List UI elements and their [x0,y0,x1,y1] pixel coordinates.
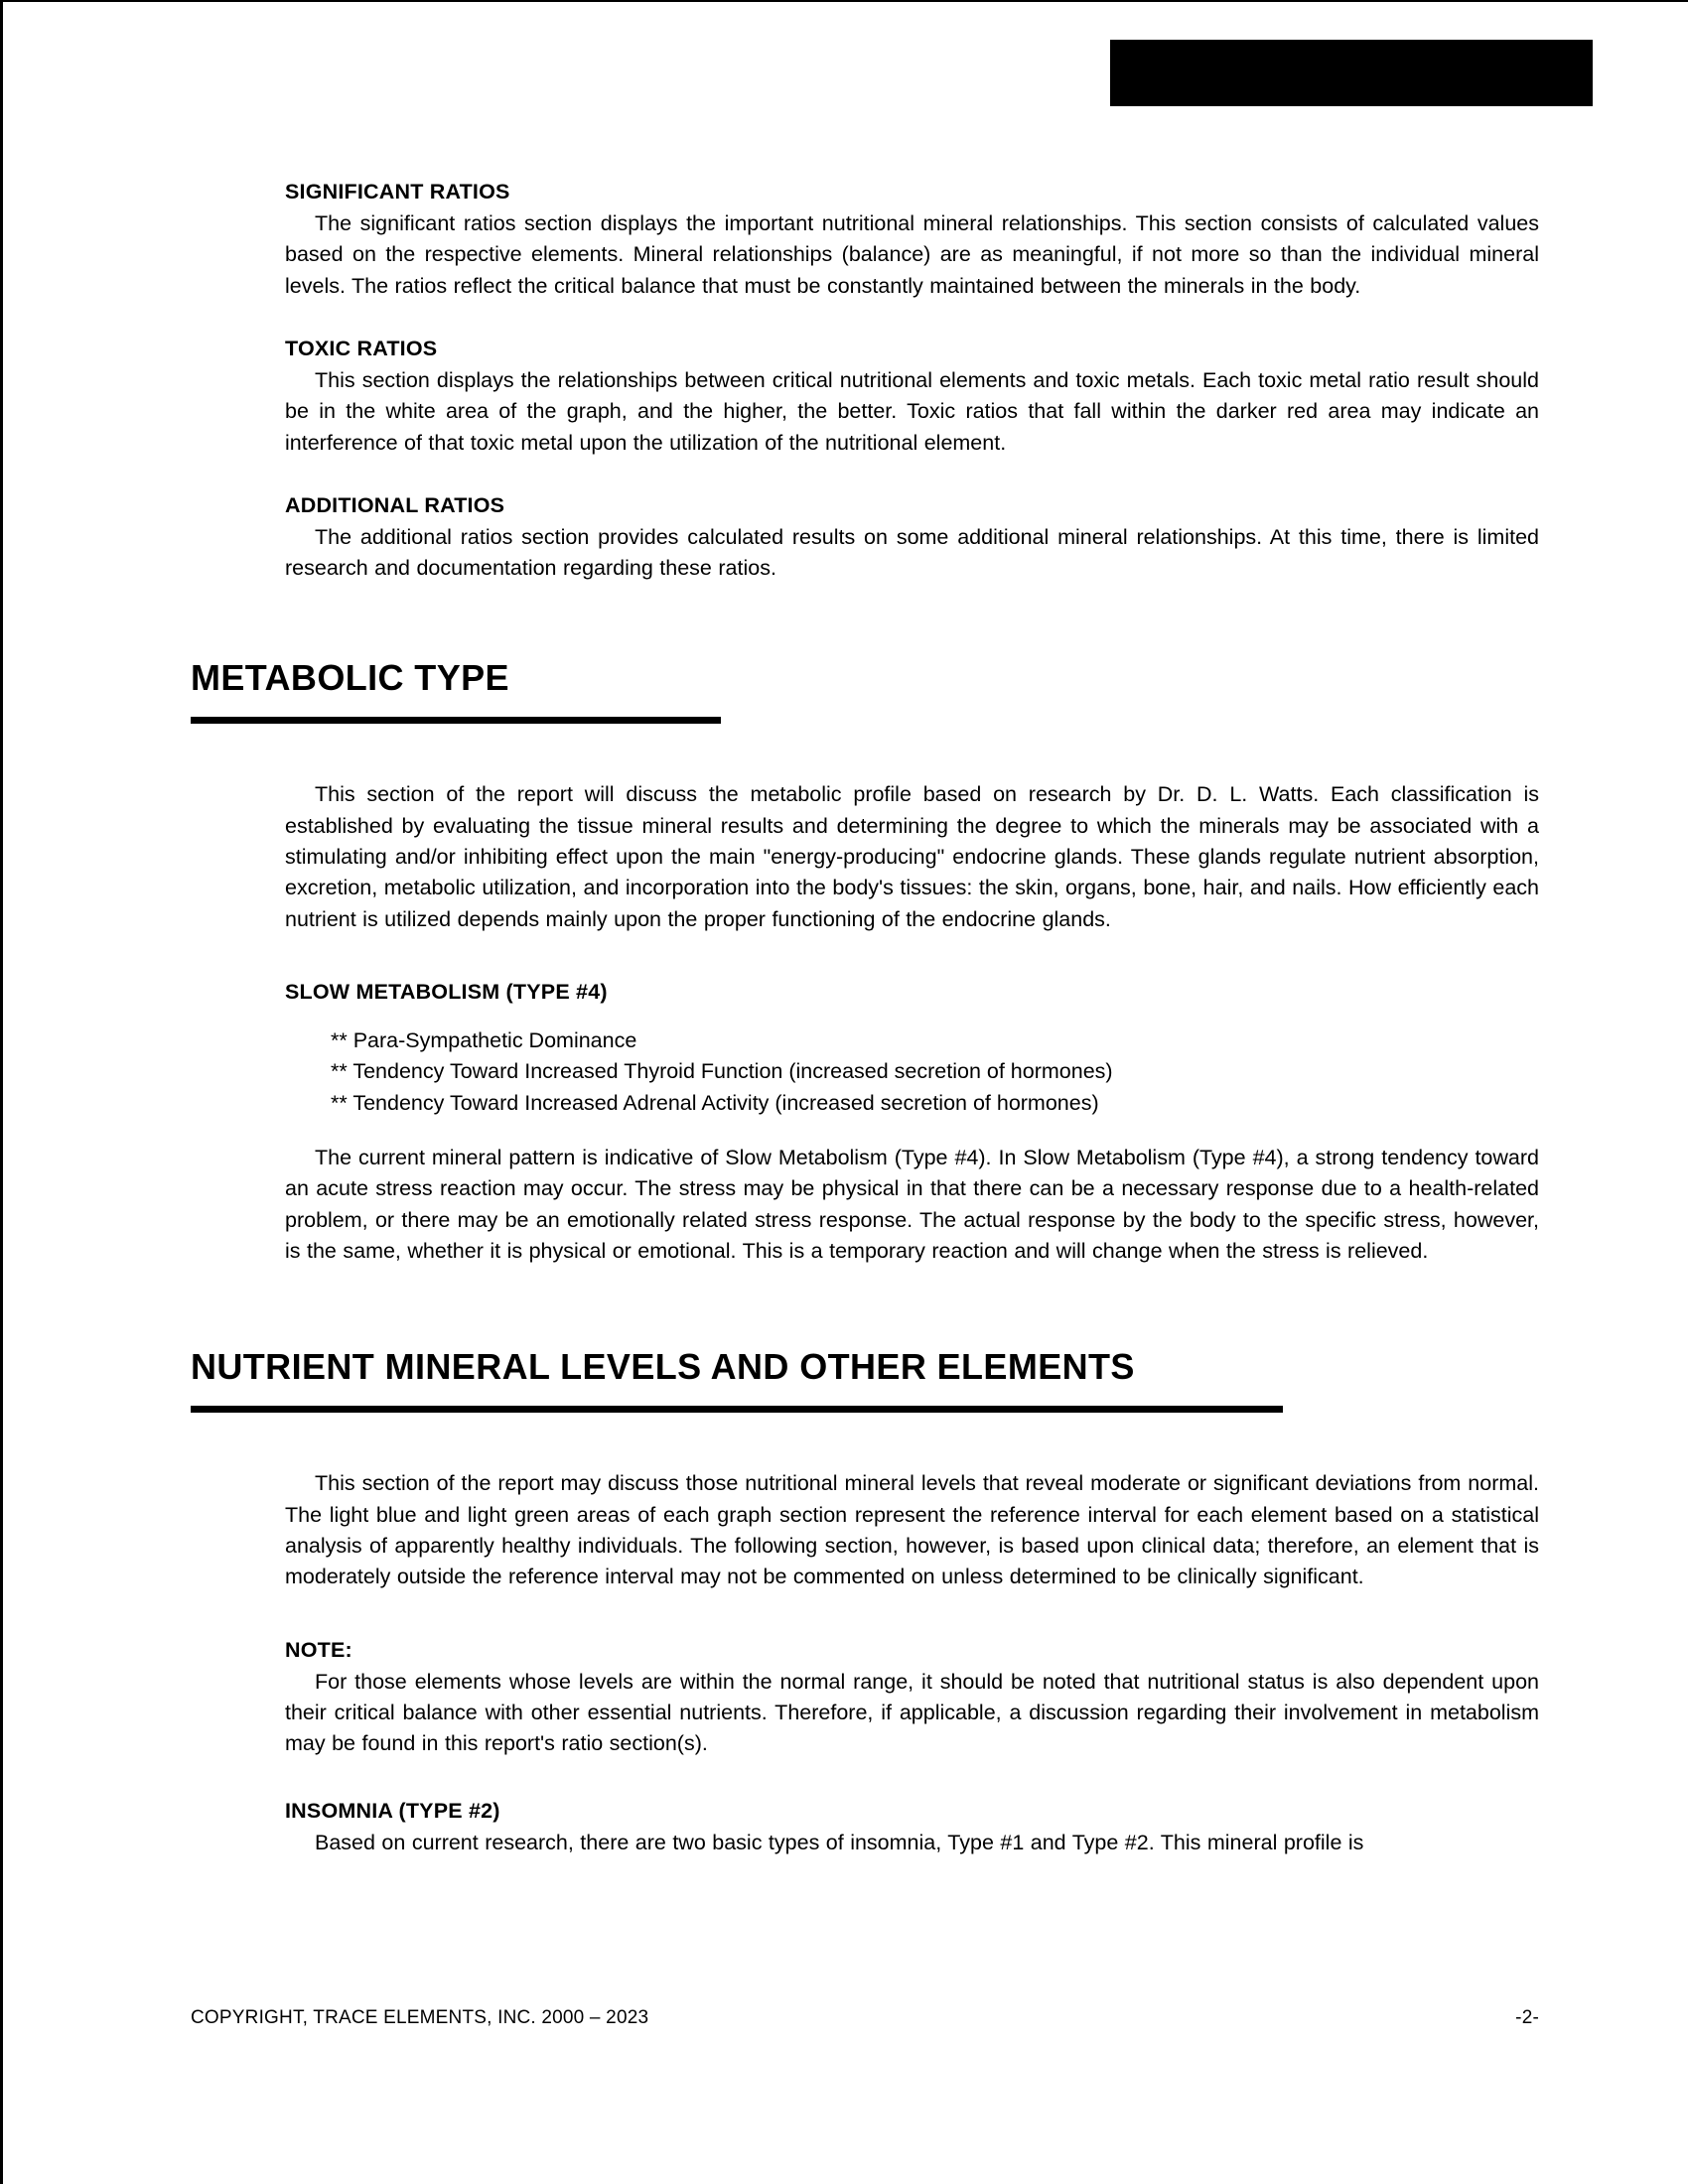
toxic-ratios-paragraph: This section displays the relationships between critical nutritional elements and toxic metals. Each toxic metal ratio result should be in the white area of the graph, and the higher, the better. Toxic ratios that fall within the darker red area may indicate an interference of that toxic metal upon the utilization of the nutritional element. [285,367,1539,455]
slow-metabolism-bullets [285,1025,1539,1119]
nutrient-minerals-title: NUTRIENT MINERAL LEVELS AND OTHER ELEMENTS [191,1345,1135,1387]
document-content [191,179,1539,1858]
toxic-ratios-heading: TOXIC RATIOS [285,337,438,360]
metabolic-type-title: METABOLIC TYPE [191,656,509,698]
list-item: ** Tendency Toward Increased Adrenal Activity (increased secretion of hormones) [331,1090,1099,1115]
metabolic-type-paragraph: The current mineral pattern is indicative of Slow Metabolism (Type #4). In Slow Metabolism (Type #4), a strong tendency toward an acute stress reaction may occur. The stress may be physical in that there can be a necessary response due to a health-related problem, or there may be an emotionally related stress response. The actual response by the body to the specific stress, however, is the same, whether it is physical or emotional. This is a temporary reaction and will change when the stress is relieved. [285,1146,1539,1264]
note-paragraph: For those elements whose levels are within the normal range, it should be noted that nutritional status is also dependent upon their critical balance with other essential nutrients. Therefore, if applicable, a discussion regarding their involvement in metabolism may be found in this report's ratio section(s). [285,1669,1539,1756]
additional-ratios-heading: ADDITIONAL RATIOS [285,493,505,517]
section-spacer [285,459,1539,492]
metabolic-type-intro: This section of the report will discuss the metabolic profile based on research by Dr. D. L. Watts. Each classification is established by evaluating the tissue mineral results and determining the degree to which the minerals may be associated with a stimulating and/or inhibiting effect upon the main "energy-producing" endocrine glands. These glands regulate nutrient absorption, excretion, metabolic utilization, and incorporation into the body's tissues: the skin, organs, bone, hair, and nails. How efficiently each nutrient is utilized depends mainly upon the proper functioning of the endocrine glands. [285,782,1539,931]
nutrient-minerals-intro: This section of the report may discuss those nutritional mineral levels that reveal moderate or significant deviations from normal. The light blue and light green areas of each graph section represent the reference interval for each element based on a statistical analysis of apparently healthy individuals. The following section, however, is based upon clinical data; therefore, an element that is moderately outside the reference interval may not be commented on unless determined to be clinically significant. [285,1471,1539,1589]
nutrient-minerals-rule [191,1406,1283,1413]
insomnia-paragraph: Based on current research, there are two basic types of insomnia, Type #1 and Type #2. This mineral profile is [315,1830,1364,1854]
section-toxic-ratios [285,336,1539,459]
significant-ratios-heading: SIGNIFICANT RATIOS [285,180,510,204]
slow-metabolism-heading: SLOW METABOLISM (TYPE #4) [285,980,608,1005]
section-nutrient-minerals [191,1347,1539,1414]
section-significant-ratios [285,179,1539,302]
list-item: ** Para-Sympathetic Dominance [331,1027,637,1052]
insomnia-heading: INSOMNIA (TYPE #2) [285,1798,500,1823]
section-additional-ratios [285,492,1539,585]
additional-ratios-paragraph: The additional ratios section provides calculated results on some additional mineral relationships. At this time, there is limited research and documentation regarding these ratios. [285,524,1539,581]
note-heading: NOTE: [285,1637,352,1662]
metabolic-type-rule [191,717,721,724]
significant-ratios-paragraph: The significant ratios section displays the important nutritional mineral relationships. This section consists of calculated values based on the respective elements. Mineral relationships (balance) are as meaningful, if not more so than the individual mineral levels. The ratios reflect the critical balance that must be constantly maintained between the minerals in the body. [285,210,1539,298]
list-item: ** Tendency Toward Increased Thyroid Function (increased secretion of hormones) [331,1059,1113,1084]
section-metabolic-type [191,658,1539,725]
nutrient-minerals-body [285,1468,1539,1858]
redaction-bar [1110,40,1593,106]
section-spacer [285,302,1539,336]
page-footer [191,2007,1539,2029]
page-number: -2- [1515,2007,1539,2028]
metabolic-type-body [285,779,1539,1267]
footer-copyright: COPYRIGHT, TRACE ELEMENTS, INC. 2000 – 2023 [191,2007,649,2028]
